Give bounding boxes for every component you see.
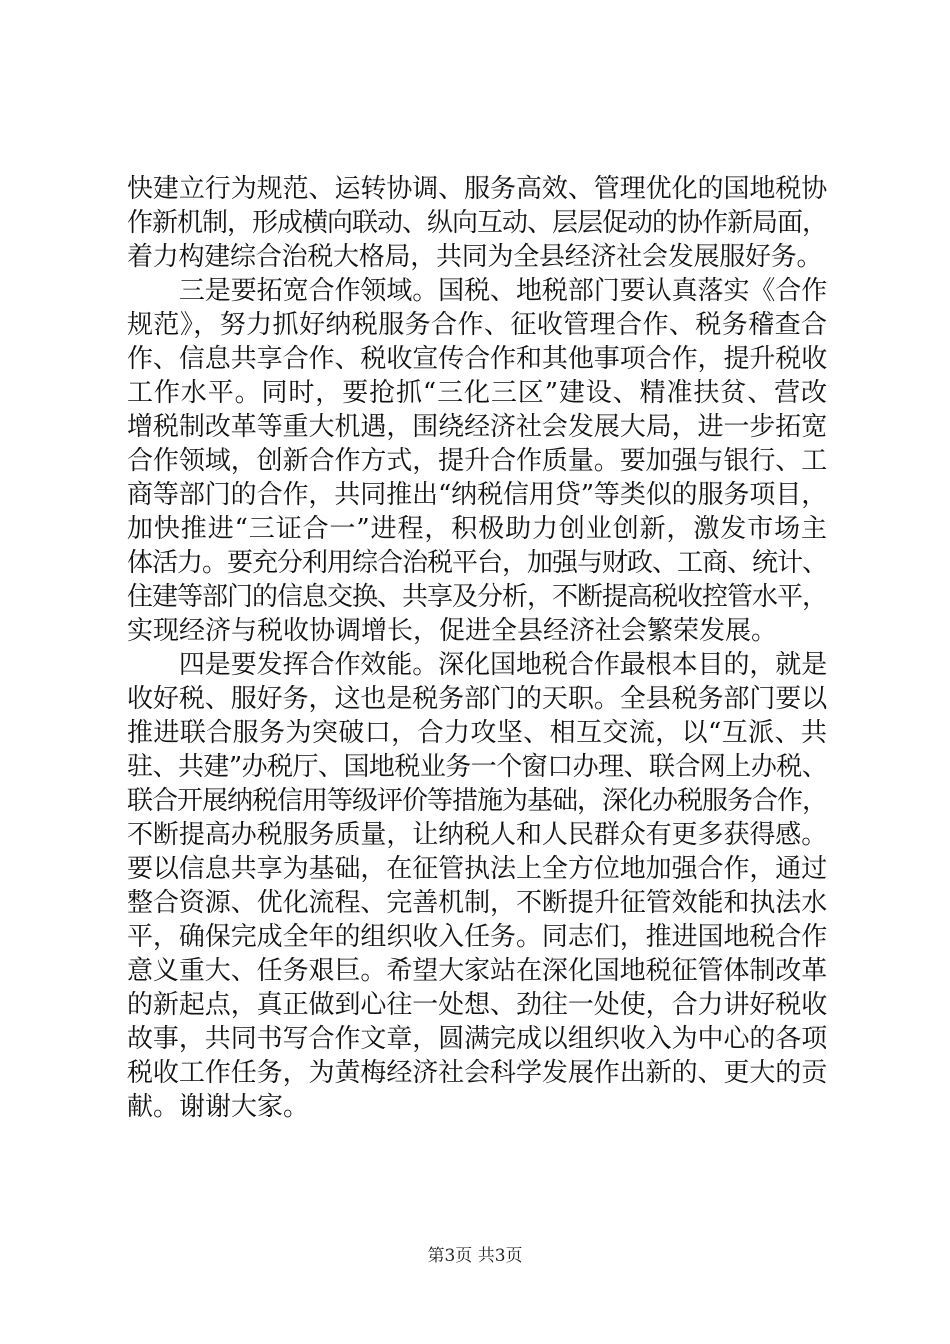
text-line: 快建立行为规范、运转协调、服务高效、管理优化的国地税协	[127, 174, 827, 204]
text-line: 整合资源、优化流程、完善机制，不断提升征管效能和执法水	[127, 888, 827, 918]
text-line: 增税制改革等重大机遇，围绕经济社会发展大局，进一步拓宽	[127, 412, 827, 442]
text-line: 规范》，努力抓好纳税服务合作、征收管理合作、税务稽查合	[127, 310, 827, 340]
text-line: 驻、共建”办税厅、国地税业务一个窗口办理、联合网上办税、	[127, 752, 827, 782]
text-line: 三是要拓宽合作领域。国税、地税部门要认真落实《合作	[127, 276, 827, 306]
text-line: 的新起点，真正做到心往一处想、劲往一处使，合力讲好税收	[127, 990, 827, 1020]
text-line: 不断提高办税服务质量，让纳税人和人民群众有更多获得感。	[127, 820, 827, 850]
text-line: 联合开展纳税信用等级评价等措施为基础，深化办税服务合作，	[127, 786, 828, 816]
text-line: 要以信息共享为基础，在征管执法上全方位地加强合作，通过	[127, 854, 827, 884]
text-line: 献。谢谢大家。	[127, 1092, 310, 1122]
text-line: 推进联合服务为突破口，合力攻坚、相互交流，以“互派、共	[127, 718, 827, 748]
text-line: 收好税、服好务，这也是税务部门的天职。全县税务部门要以	[127, 684, 827, 714]
text-line: 实现经济与税收协调增长，促进全县经济社会繁荣发展。	[127, 616, 778, 646]
text-line: 商等部门的合作，共同推出“纳税信用贷”等类似的服务项目，	[127, 480, 827, 510]
text-line: 工作水平。同时，要抢抓“三化三区”建设、精准扶贫、营改	[127, 378, 827, 408]
text-line: 意义重大、任务艰巨。希望大家站在深化国地税征管体制改革	[127, 956, 827, 986]
text-line: 着力构建综合治税大格局，共同为全县经济社会发展服好务。	[127, 242, 823, 272]
text-line: 故事，共同书写合作文章，圆满完成以组织收入为中心的各项	[127, 1024, 827, 1054]
text-line: 四是要发挥合作效能。深化国地税合作最根本目的，就是	[127, 650, 827, 680]
text-line: 作新机制，形成横向联动、纵向互动、层层促动的协作新局面，	[127, 208, 828, 238]
text-line: 住建等部门的信息交换、共享及分析，不断提高税收控管水平，	[127, 582, 828, 612]
text-line: 作、信息共享合作、税收宣传合作和其他事项合作，提升税收	[127, 344, 827, 374]
text-line: 合作领域，创新合作方式，提升合作质量。要加强与银行、工	[127, 446, 827, 476]
text-line: 平，确保完成全年的组织收入任务。同志们，推进国地税合作	[127, 922, 827, 952]
text-line: 加快推进“三证合一”进程，积极助力创业创新，激发市场主	[127, 514, 827, 544]
document-body	[127, 172, 827, 1124]
text-line: 税收工作任务，为黄梅经济社会科学发展作出新的、更大的贡	[127, 1058, 827, 1088]
text-line: 体活力。要充分利用综合治税平台，加强与财政、工商、统计、	[127, 548, 828, 578]
page-footer: 第3页 共3页	[427, 1246, 523, 1266]
